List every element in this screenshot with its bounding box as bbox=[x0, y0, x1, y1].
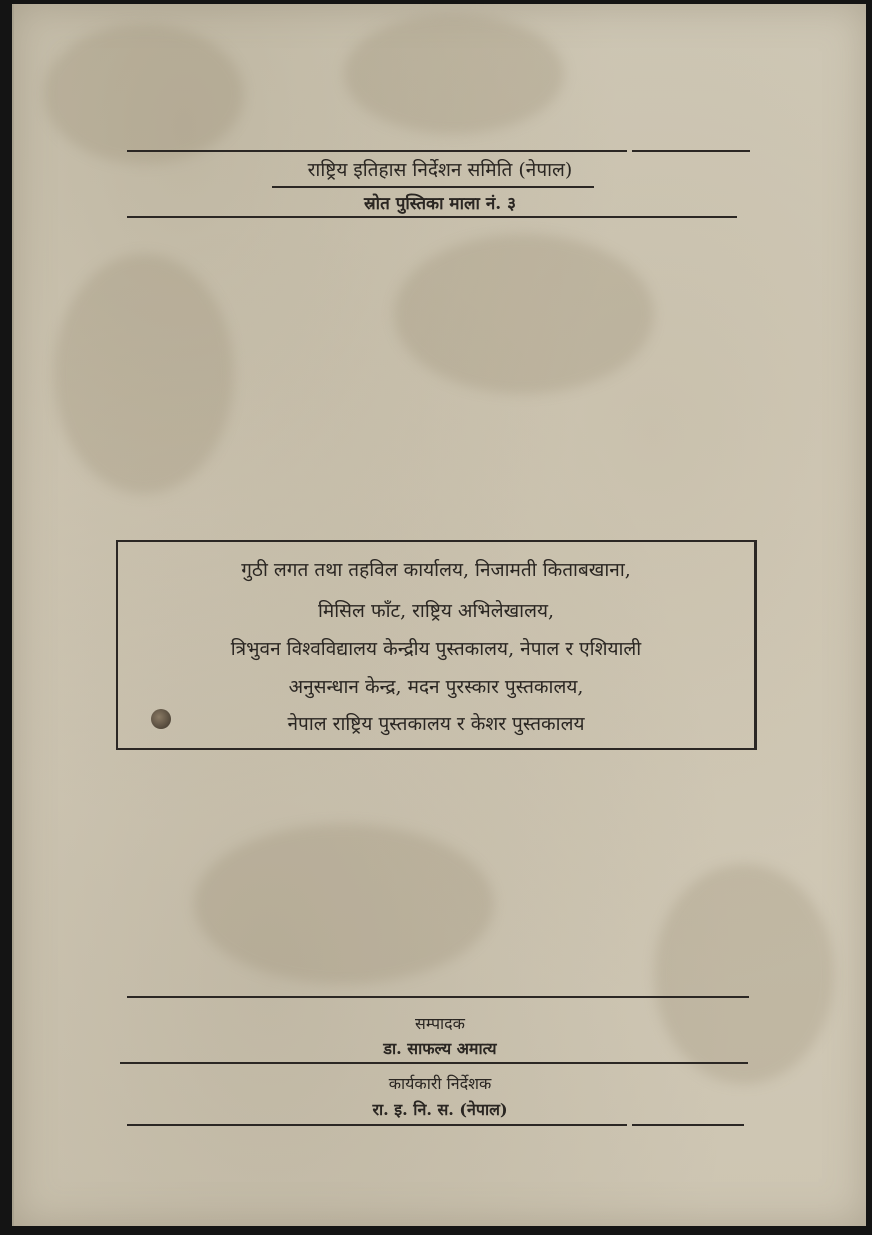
punch-hole bbox=[151, 709, 171, 729]
role-title: कार्यकारी निर्देशक bbox=[388, 1074, 492, 1093]
paper-stain bbox=[54, 254, 234, 494]
paper-stain bbox=[194, 824, 494, 984]
paper-stain bbox=[394, 234, 654, 394]
source-line: अनुसन्धान केन्द्र, मदन पुरस्कार पुस्तकालय, bbox=[288, 676, 584, 698]
document-page bbox=[12, 4, 866, 1226]
editor-name: डा. साफल्य अमात्य bbox=[383, 1039, 497, 1058]
title-underline bbox=[272, 186, 594, 188]
credits-bottom-rule bbox=[127, 1124, 627, 1126]
credits-bottom-rule-right bbox=[632, 1124, 744, 1126]
series-number: स्रोत पुस्तिका माला नं. ३ bbox=[364, 194, 516, 214]
organization-name: रा. इ. नि. स. (नेपाल) bbox=[372, 1100, 508, 1119]
source-line: नेपाल राष्ट्रिय पुस्तकालय र केशर पुस्तकालय bbox=[287, 713, 585, 735]
paper-stain bbox=[44, 24, 244, 164]
paper-stain bbox=[344, 14, 564, 134]
source-line: त्रिभुवन विश्वविद्यालय केन्द्रीय पुस्तकालय, नेपाल र एशियाली bbox=[230, 638, 642, 660]
header-bottom-rule bbox=[127, 216, 737, 218]
credits-middle-rule bbox=[120, 1062, 748, 1064]
source-line: गुठी लगत तथा तहविल कार्यालय, निजामती किताबखाना, bbox=[241, 559, 631, 581]
header-top-rule bbox=[127, 150, 627, 152]
editor-label: सम्पादक bbox=[415, 1014, 465, 1033]
source-line: मिसिल फाँट, राष्ट्रिय अभिलेखालय, bbox=[317, 600, 555, 622]
credits-top-rule bbox=[127, 996, 749, 998]
header-top-rule-right bbox=[632, 150, 750, 152]
institution-title: राष्ट्रिय इतिहास निर्देशन समिति (नेपाल) bbox=[307, 159, 573, 181]
sources-box bbox=[116, 540, 757, 750]
